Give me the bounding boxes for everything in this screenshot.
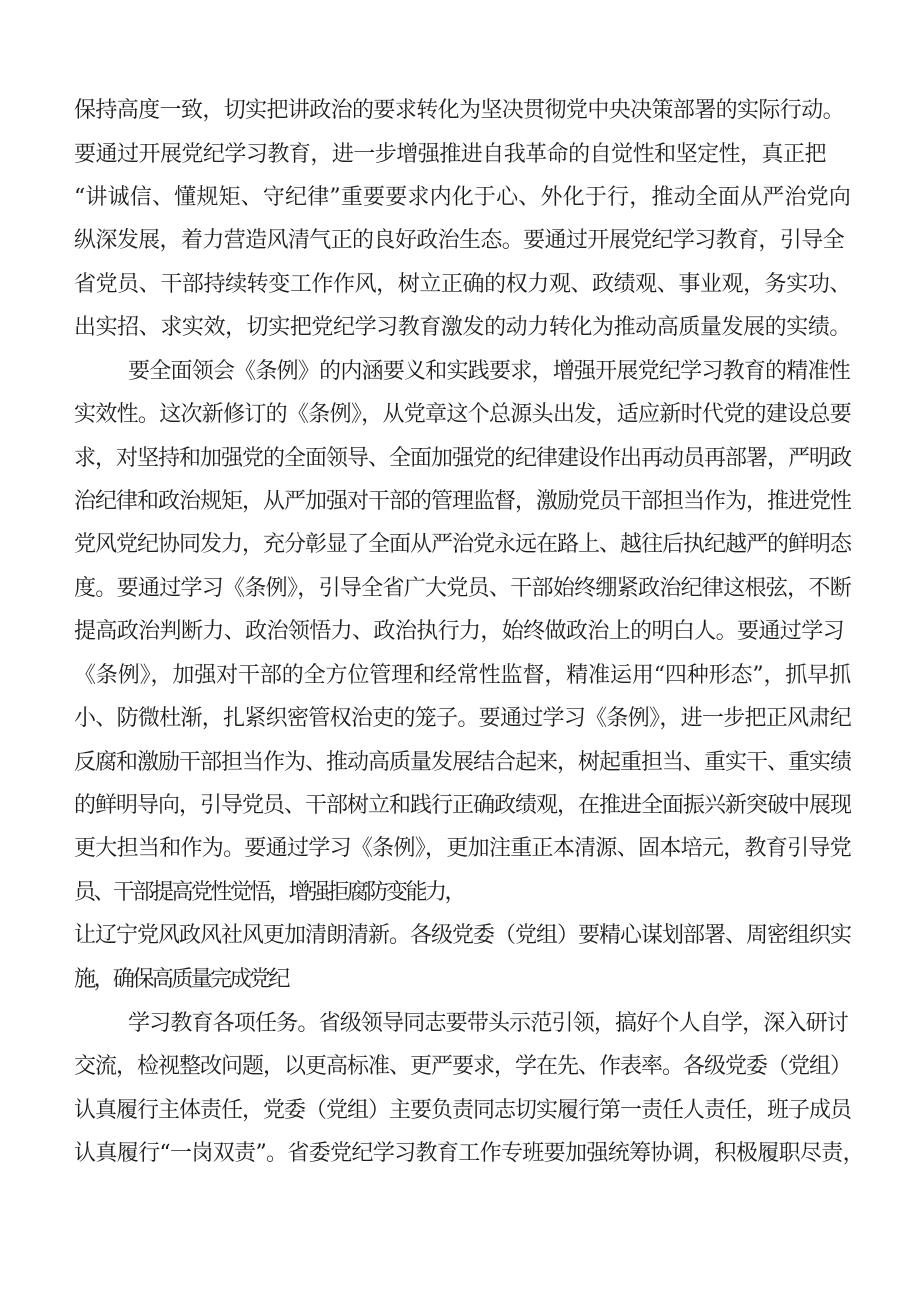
text-line: 让辽宁党风政风社风更加清朗清新。各级党委（党组）要精心谋划部署、周密组织实 bbox=[74, 923, 852, 948]
text-line: 认真履行主体责任，党委（党组）主要负责同志切实履行第一责任人责任，班子成员 bbox=[74, 1098, 852, 1123]
text-line: 保持高度一致，切实把讲政治的要求转化为坚决贯彻党中央决策部署的实际行动。 bbox=[74, 98, 844, 123]
text-line: 党风党纪协同发力，充分彰显了全面从严治党永远在路上、越往后执纪越严的鲜明态 bbox=[74, 532, 852, 557]
text-line: 《条例》，加强对干部的全方位管理和经常性监督，精准运用“四种形态”，抓早抓 bbox=[74, 663, 851, 688]
text-line: 反腐和激励干部担当作为、推动高质量发展结合起来，树起重担当、重实干、重实绩 bbox=[74, 750, 852, 775]
text-line: 实效性。这次新修订的《条例》，从党章这个总源头出发，适应新时代党的建设总要 bbox=[74, 402, 851, 427]
text-line: 要全面领会《条例》的内涵要义和实践要求，增强开展党纪学习教育的精准性 bbox=[128, 359, 850, 384]
text-line: 学习教育各项任务。省级领导同志要带头示范引领，搞好个人自学，深入研讨 bbox=[128, 1011, 848, 1036]
text-line: “讲诚信、懂规矩、守纪律”重要要求内化于心、外化于行，推动全面从严治党向 bbox=[74, 185, 852, 210]
text-line: 纵深发展，着力营造风清气正的良好政治生态。要通过开展党纪学习教育，引导全 bbox=[74, 228, 844, 253]
text-line: 要通过开展党纪学习教育，进一步增强推进自我革命的自觉性和坚定性，真正把 bbox=[74, 142, 826, 167]
text-line: 省党员、干部持续转变工作作风，树立正确的权力观、政绩观、事业观，务实功、 bbox=[74, 272, 851, 297]
text-line: 交流，检视整改问题，以更高标准、更严要求，学在先、作表率。各级党委（党组） bbox=[74, 1054, 852, 1079]
text-line: 度。要通过学习《条例》，引导全省广大党员、干部始终绷紧政治纪律这根弦，不断 bbox=[74, 576, 851, 601]
text-line: 更大担当和作为。要通过学习《条例》，更加注重正本清源、固本培元，教育引导党 bbox=[74, 836, 851, 861]
text-line: 施，确保高质量完成党纪 bbox=[74, 967, 288, 992]
text-line: 小、防微杜渐，扎紧织密管权治吏的笼子。要通过学习《条例》，进一步把正风肃纪 bbox=[74, 706, 851, 731]
text-line: 员、干部提高党性觉悟，增强拒腐防变能力， bbox=[74, 880, 464, 905]
text-line: 认真履行“一岗双责”。省委党纪学习教育工作专班要加强统筹协调，积极履职尽责， bbox=[74, 1141, 864, 1166]
text-line: 出实招、求实效，切实把党纪学习教育激发的动力转化为推动高质量发展的实绩。 bbox=[74, 315, 851, 340]
text-line: 治纪律和政治规矩，从严加强对干部的管理监督，激励党员干部担当作为，推进党性 bbox=[74, 489, 852, 514]
text-line: 求，对坚持和加强党的全面领导、全面加强党的纪律建设作出再动员再部署，严明政 bbox=[74, 446, 852, 471]
text-line: 的鲜明导向，引导党员、干部树立和践行正确政绩观，在推进全面振兴新突破中展现 bbox=[74, 793, 852, 818]
text-line: 提高政治判断力、政治领悟力、政治执行力，始终做政治上的明白人。要通过学习 bbox=[74, 619, 844, 644]
